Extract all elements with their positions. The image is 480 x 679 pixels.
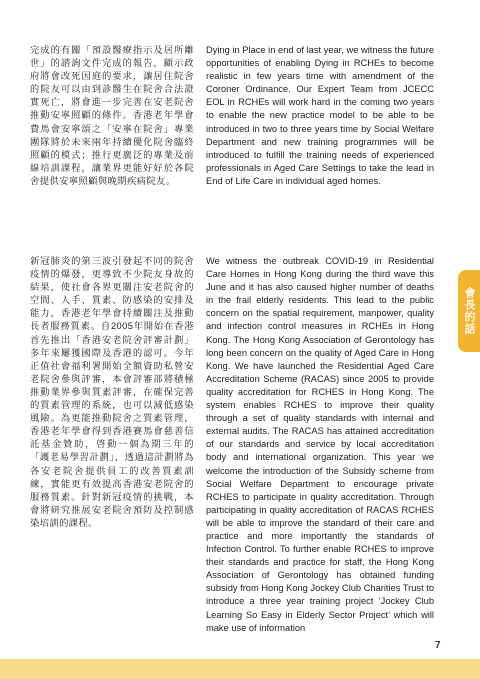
section-tab: [458, 270, 480, 352]
footer-band: [0, 659, 480, 679]
paragraph-2-english: We witness the outbreak COVID-19 in Residential Care Homes in Hong Kong during the third wave this June and it has also caused higher number of deaths in the frail elderly residents. This lead to the public concern on the spatial requirement, manpower, quality and infection control measures in RCHEs in Hong Kong. The Hong Kong Association of Gerontology has long been concern on the quality of Aged Care in Hong Kong. We have launched the Residential Aged Care Accreditation Scheme (RACAS) since 2005 to provide quality accreditation for RCHES in Hong Kong. The system enables RCHES to improve their quality through a set of quality standards with internal and external audits. The RACAS has attained accreditation of our standards and service by local accreditation body and international organization. This year we welcome the introduction of the Subsidy scheme from Social Welfare Department to encourage private RCHES to participate in quality accreditation. Through participating in quality accreditation of RACAS RCHES will be able to improve the standard of their care and practice and more importantly the standards of Infection Control. To further enable RCHES to improve their standards and practice for staff, the Hong Kong Association of Gerontology has obtained funding subsidy from Hong Kong Jockey Club Charities Trust to introduce a three year training project ‘Jockey Club Learning So Easy in Elderly Sector Project’ which will make use of information: [206, 256, 434, 633]
page-number: 7: [435, 640, 441, 651]
paragraph-1-chinese: 完成的有關「預設醫療指示及居所離世」的諮詢文件完成的報告，顧示政府將會改死因庭的要求，讓居住院舍的院友可以由到診醫生在院舍合法證實死亡，將會進一步完善在安老院舍推動安寧照顧的條件。香港老年學會費馬會安寧頌之「安寧在院舍」專業團隊將於未來兩年持續優化院舍臨終照顧的模式；推行更廣泛的專業及前線培訓課程，讓業界更能好好於各院舍提供安寧照顧與晚期疾病院友。: [30, 45, 194, 186]
paragraph-1-english: Dying in Place in end of last year, we witness the future opportunities of enabling Dying in RCHEs to become realistic in few years time with amendment of the Coroner Ordinance. Our Expert Team from JCECC EOL in RCHEs will work hard in the coming two years to enable the new practice model to be able to be introduced in two to three years time by Social Welfare Department and new training programmes will be introduced to fulfill the training needs of experienced professionals in Aged Care Settings to take the lead in End of Life Care in individual aged homes.: [206, 45, 434, 186]
paragraph-2-chinese: 新冠肺炎的第三波引發起不同的院舍疫情的爆發，更導致不少院友身故的結果，使社會各界更關注安老院舍的空間、人手、質素、防感染的安排及能力，香港老年學會持續關注及推動長者服務質素。自2005年開始在香港首先推出「香港安老院舍評審計劃」多年來屢獲國際及香港的認可。今年正值社會福利署開始全額資助私營安老院舍參與評審，本會評審部將積極推動業界參與質素評審，在確保完善的質素管理的系統，也可以減低感染風險。為更能推動院舍之質素管理，香港老年學會得到香港賽馬會慈善信託基金贊助，啓動一個為期三年的「護老易學習計劃」，透過這計劃將為各安老院舍提供員工的改善質素訓練，實能更有效提高香港安老院舍的服務質素。針對新冠疫情的挑戰，本會將研究推展安老院舍預防及控制感染培訓的課程。: [30, 256, 194, 528]
section-tab-label: 會長的話: [463, 287, 476, 335]
